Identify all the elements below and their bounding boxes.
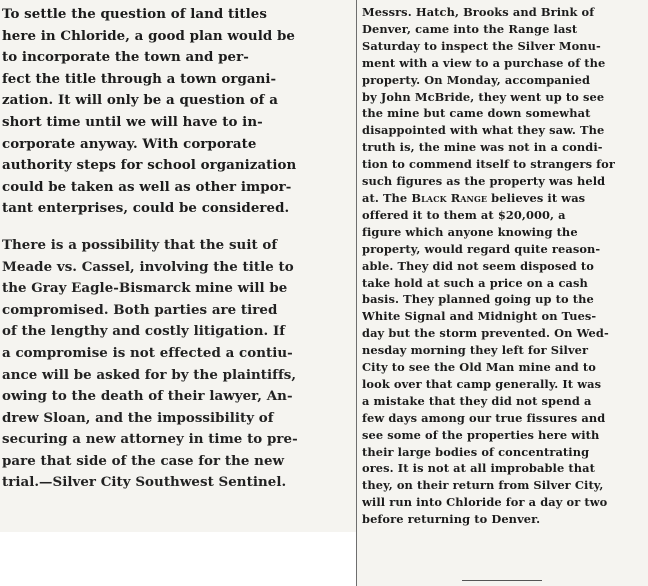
text-fragment: at. The — [362, 190, 412, 205]
text-line: they, on their return from Silver City, — [362, 478, 604, 493]
text-line: a compromise is not effected a contiu- — [2, 344, 293, 361]
text-line: owing to the death of their lawyer, An- — [2, 388, 293, 405]
text-line: White Signal and Midnight on Tues- — [362, 309, 597, 324]
text-line: short time until we will have to in- — [2, 113, 263, 130]
left-column — [2, 0, 352, 530]
text-line: take hold at such a price on a cash — [362, 275, 588, 290]
blank-area — [0, 532, 356, 586]
text-line: see some of the properties here with — [362, 427, 600, 442]
text-line: day but the storm prevented. On Wed- — [362, 326, 609, 341]
text-line: City to see the Old Man mine and to — [362, 360, 596, 375]
text-line: pare that side of the case for the new — [2, 452, 285, 469]
text-line: To settle the question of land titles — [2, 6, 267, 22]
text-line: able. They did not seem disposed to — [362, 258, 594, 273]
text-line: the mine but came down somewhat — [362, 106, 591, 121]
text-line: Saturday to inspect the Silver Monu- — [362, 38, 601, 53]
text-line: could be taken as well as other impor- — [2, 178, 292, 195]
text-line: tant enterprises, could be considered. — [2, 200, 290, 217]
text-line: by John McBride, they went up to see — [362, 89, 605, 104]
text-line: securing a new attorney in time to pre- — [2, 431, 298, 448]
text-line: compromised. Both parties are tired — [2, 301, 278, 318]
text-line: Denver, came into the Range last — [362, 21, 578, 36]
text-line: trial.—Silver City Southwest Sentinel. — [2, 474, 287, 491]
text-line: will run into Chloride for a day or two — [362, 495, 608, 510]
text-line: corporate anyway. With corporate — [2, 135, 257, 152]
text-line: figure which anyone knowing the — [362, 224, 578, 239]
text-line: zation. It will only be a question of a — [2, 92, 278, 109]
text-fragment: believes it was — [487, 190, 586, 205]
chloride-incorporation-article — [2, 0, 352, 220]
text-line: fect the title through a town organi- — [2, 70, 277, 87]
text-line: basis. They planned going up to the — [362, 292, 594, 307]
text-line: property. On Monday, accompanied — [362, 72, 591, 87]
text-line: their large bodies of concentrating — [362, 444, 590, 459]
text-line: the Gray Eagle-Bismarck mine will be — [2, 280, 288, 297]
text-line: property, would regard quite reason- — [362, 241, 601, 256]
text-line: truth is, the mine was not in a condi- — [362, 140, 603, 155]
right-column — [362, 0, 646, 586]
text-line: drew Sloan, and the impossibility of — [2, 409, 274, 426]
text-line: of the lengthy and costly litigation. If — [2, 323, 286, 340]
text-line: ores. It is not at all improbable that — [362, 461, 595, 476]
column-divider — [356, 0, 357, 586]
text-line: such figures as the property was held — [362, 174, 606, 189]
text-line: ment with a view to a purchase of the — [362, 55, 606, 70]
text-line: disappointed with what they saw. The — [362, 123, 605, 138]
text-line: authority steps for school organization — [2, 157, 297, 174]
text-line: nesday morning they left for Silver — [362, 343, 589, 358]
text-line: before returning to Denver. — [362, 512, 541, 527]
text-line: Meade vs. Cassel, involving the title to — [2, 258, 294, 275]
text-line: few days among our true fissures and — [362, 410, 606, 425]
text-line: Messrs. Hatch, Brooks and Brink of — [362, 5, 595, 19]
text-line: tion to commend itself to strangers for — [362, 157, 615, 172]
meade-vs-cassel-article — [2, 235, 352, 494]
text-line: ance will be asked for by the plaintiffs, — [2, 366, 297, 383]
text-line: offered it to them at $20,000, a — [362, 207, 566, 222]
text-line: a mistake that they did not spend a — [362, 393, 592, 408]
text-line: to incorporate the town and per- — [2, 49, 249, 66]
silver-monument-article — [362, 0, 646, 528]
text-line: here in Chloride, a good plan would be — [2, 27, 295, 44]
text-line: look over that camp generally. It was — [362, 376, 602, 391]
text-line: There is a possibility that the suit of — [2, 236, 278, 253]
newspaper-name: Black Range — [411, 190, 488, 205]
end-of-article-rule — [462, 580, 542, 581]
text-line — [362, 190, 646, 207]
